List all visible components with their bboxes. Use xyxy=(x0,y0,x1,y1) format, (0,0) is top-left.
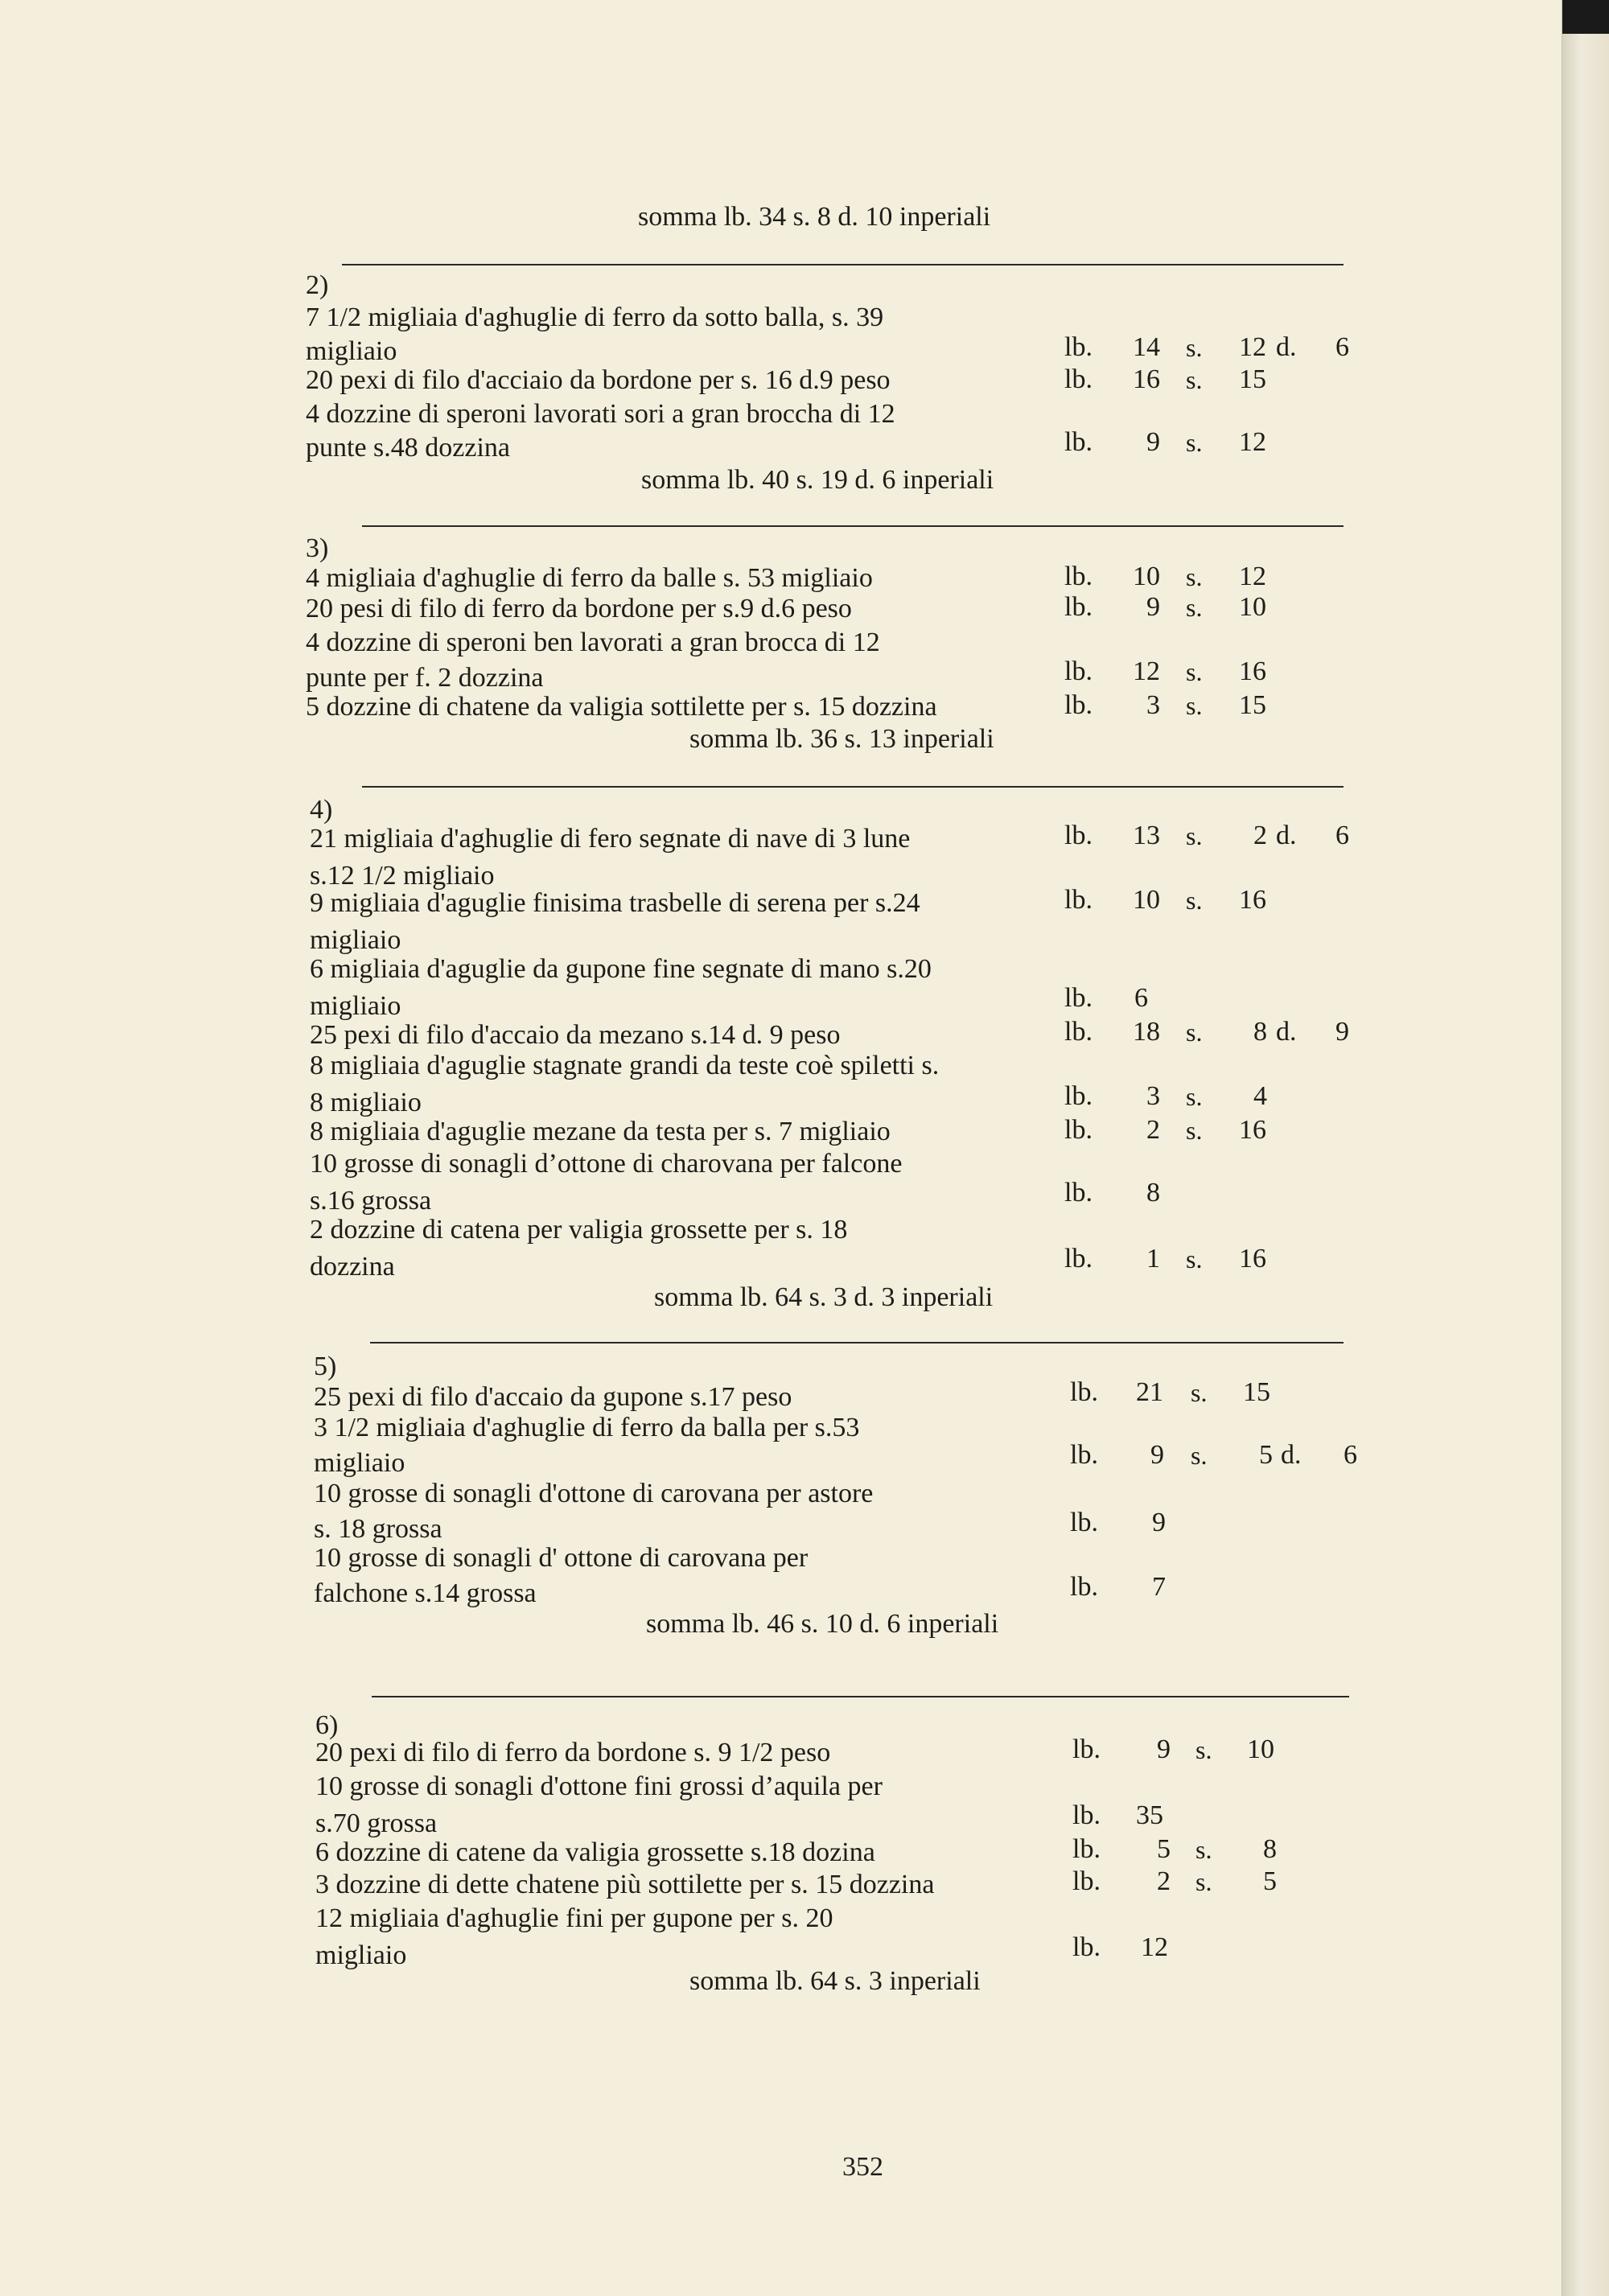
amount-s-value: 15 xyxy=(1239,364,1266,394)
amount-lb-value: 9 xyxy=(1146,592,1160,622)
amount-lb-value: 3 xyxy=(1146,690,1160,720)
section-5-line-1: 25 pexi di filo d'accaio da gupone s.17 peso xyxy=(314,1382,792,1412)
amount-s-value: 15 xyxy=(1243,1377,1270,1407)
amount-lb: lb. xyxy=(1064,1017,1093,1047)
section-4-line-11: 10 grosse di sonagli d’ottone di charovana per falcone xyxy=(310,1149,903,1179)
amount-lb-value: 3 xyxy=(1146,1081,1160,1111)
section-2-line-1: 7 1/2 migliaia d'aghuglie di ferro da sotto balla, s. 39 xyxy=(306,302,884,332)
amount-s: s. xyxy=(1186,1082,1203,1111)
section-2-line-5: punte s.48 dozzina xyxy=(306,433,510,463)
section-5-line-7: falchone s.14 grossa xyxy=(314,1578,537,1608)
amount-lb-value: 6 xyxy=(1134,983,1148,1013)
amount-lb: lb. xyxy=(1064,656,1093,686)
amount-s-value: 16 xyxy=(1239,1244,1266,1273)
section-6-line-7: migliaio xyxy=(315,1940,407,1970)
amount-s-value: 10 xyxy=(1247,1734,1274,1764)
section-4-line-3: 9 migliaia d'aguglie finisima trasbelle di serena per s.24 xyxy=(310,888,920,918)
section-divider xyxy=(370,1342,1344,1343)
amount-lb-value: 10 xyxy=(1133,562,1160,591)
section-6-line-2: 10 grosse di sonagli d'ottone fini grossi d’aquila per xyxy=(315,1771,883,1801)
section-2-sum: somma lb. 40 s. 19 d. 6 inperiali xyxy=(641,465,994,495)
amount-s-value: 12 xyxy=(1239,427,1266,457)
amount-lb: lb. xyxy=(1070,1508,1098,1537)
amount-s-value: 4 xyxy=(1253,1081,1267,1111)
section-4-line-1: 21 migliaia d'aghuglie di fero segnate di nave di 3 lune xyxy=(310,824,911,854)
section-6-line-5: 3 dozzine di dette chatene più sottilette per s. 15 dozzina xyxy=(315,1870,935,1899)
section-3-line-4: punte per f. 2 dozzina xyxy=(306,663,544,693)
section-4-line-7: 25 pexi di filo d'accaio da mezano s.14 d. 9 peso xyxy=(310,1020,841,1050)
section-3-sum: somma lb. 36 s. 13 inperiali xyxy=(689,724,994,754)
amount-lb: lb. xyxy=(1064,427,1093,457)
amount-lb-value: 2 xyxy=(1157,1866,1171,1896)
section-5-sum: somma lb. 46 s. 10 d. 6 inperiali xyxy=(646,1609,999,1639)
amount-lb: lb. xyxy=(1064,1178,1093,1208)
section-2-line-4: 4 dozzine di speroni lavorati sori a gran broccha di 12 xyxy=(306,399,895,429)
amount-lb: lb. xyxy=(1072,1866,1101,1896)
amount-d: d. xyxy=(1276,332,1297,362)
section-6-line-4: 6 dozzine di catene da valigia grossette s.18 dozina xyxy=(315,1837,875,1867)
amount-lb: lb. xyxy=(1064,1081,1093,1111)
amount-lb-value: 35 xyxy=(1136,1800,1163,1830)
amount-lb: lb. xyxy=(1072,1800,1101,1830)
amount-lb: lb. xyxy=(1064,592,1093,622)
section-2-number: 2) xyxy=(306,270,329,300)
amount-lb: lb. xyxy=(1064,332,1093,362)
amount-lb: lb. xyxy=(1064,562,1093,591)
amount-s: s. xyxy=(1191,1441,1208,1470)
section-4-number: 4) xyxy=(310,795,333,825)
section-3-line-2: 20 pesi di filo di ferro da bordone per s.9 d.6 peso xyxy=(306,594,852,623)
amount-lb-value: 14 xyxy=(1133,332,1160,362)
amount-lb-value: 2 xyxy=(1146,1115,1160,1145)
section-6-line-6: 12 migliaia d'aghuglie fini per gupone per s. 20 xyxy=(315,1903,833,1933)
amount-s: s. xyxy=(1186,886,1203,915)
amount-lb-value: 8 xyxy=(1146,1178,1160,1208)
section-4-line-5: 6 migliaia d'aguglie da gupone fine segnate di mano s.20 xyxy=(310,954,932,984)
amount-s: s. xyxy=(1186,593,1203,622)
amount-lb-value: 16 xyxy=(1133,364,1160,394)
section-6-line-3: s.70 grossa xyxy=(315,1808,438,1838)
amount-lb-value: 12 xyxy=(1141,1932,1168,1962)
amount-s-value: 15 xyxy=(1239,690,1266,720)
section-2-line-3: 20 pexi di filo d'acciaio da bordone per s. 16 d.9 peso xyxy=(306,365,891,395)
section-4-line-13: 2 dozzine di catena per valigia grossette per s. 18 xyxy=(310,1215,848,1245)
amount-s-value: 12 xyxy=(1239,562,1266,591)
amount-lb: lb. xyxy=(1064,690,1093,720)
amount-lb-value: 1 xyxy=(1146,1244,1160,1273)
section-4-sum: somma lb. 64 s. 3 d. 3 inperiali xyxy=(654,1282,994,1312)
amount-lb-value: 21 xyxy=(1136,1377,1163,1407)
section-4-line-10: 8 migliaia d'aguglie mezane da testa per s. 7 migliaio xyxy=(310,1117,891,1146)
amount-d: d. xyxy=(1281,1440,1302,1470)
amount-lb: lb. xyxy=(1070,1572,1098,1602)
amount-d: d. xyxy=(1276,821,1297,850)
amount-s-value: 8 xyxy=(1263,1834,1277,1864)
amount-lb: lb. xyxy=(1064,1115,1093,1145)
amount-lb-value: 18 xyxy=(1133,1017,1160,1047)
section-2-line-2: migliaio xyxy=(306,336,397,366)
amount-s-value: 10 xyxy=(1239,592,1266,622)
amount-lb-value: 13 xyxy=(1133,821,1160,850)
amount-d-value: 6 xyxy=(1335,821,1349,850)
section-5-line-4: 10 grosse di sonagli d'ottone di carovana per astore xyxy=(314,1479,874,1508)
section-divider xyxy=(342,264,1344,265)
amount-s: s. xyxy=(1186,1245,1203,1273)
section-5-line-6: 10 grosse di sonagli d' ottone di carovana per xyxy=(314,1543,809,1573)
section-3-line-3: 4 dozzine di speroni ben lavorati a gran brocca di 12 xyxy=(306,627,880,657)
amount-lb-value: 7 xyxy=(1152,1572,1166,1602)
amount-lb: lb. xyxy=(1070,1440,1098,1470)
amount-s-value: 2 xyxy=(1253,821,1267,850)
amount-s: s. xyxy=(1186,428,1203,457)
section-divider xyxy=(362,525,1344,527)
amount-lb: lb. xyxy=(1072,1734,1101,1764)
corner-shadow xyxy=(1562,0,1609,34)
section-4-line-9: 8 migliaio xyxy=(310,1088,422,1117)
amount-s-value: 12 xyxy=(1239,332,1266,362)
amount-d-value: 6 xyxy=(1335,332,1349,362)
amount-lb: lb. xyxy=(1064,983,1093,1013)
amount-s: s. xyxy=(1186,1018,1203,1047)
amount-d-value: 9 xyxy=(1335,1017,1349,1047)
amount-lb: lb. xyxy=(1064,1244,1093,1273)
amount-s: s. xyxy=(1195,1735,1212,1764)
amount-lb: lb. xyxy=(1072,1932,1101,1962)
amount-s-value: 5 xyxy=(1259,1440,1273,1470)
amount-lb-value: 9 xyxy=(1146,427,1160,457)
section-5-line-5: s. 18 grossa xyxy=(314,1514,442,1544)
page-edge xyxy=(1562,0,1609,2296)
section-5-line-2: 3 1/2 migliaia d'aghuglie di ferro da balla per s.53 xyxy=(314,1413,860,1442)
amount-s: s. xyxy=(1195,1835,1212,1864)
amount-lb: lb. xyxy=(1064,364,1093,394)
section-4-line-8: 8 migliaia d'aguglie stagnate grandi da teste coè spiletti s. xyxy=(310,1051,940,1080)
section-divider xyxy=(362,786,1344,788)
section-6-line-1: 20 pexi di filo di ferro da bordone s. 9 1/2 peso xyxy=(315,1738,831,1767)
amount-d-value: 6 xyxy=(1344,1440,1357,1470)
amount-s: s. xyxy=(1186,365,1203,394)
amount-s: s. xyxy=(1186,657,1203,686)
amount-lb: lb. xyxy=(1064,885,1093,915)
amount-s: s. xyxy=(1186,691,1203,720)
section-6-sum: somma lb. 64 s. 3 inperiali xyxy=(689,1966,981,1996)
section-4-line-6: migliaio xyxy=(310,991,401,1021)
section-3-number: 3) xyxy=(306,533,329,563)
amount-lb-value: 9 xyxy=(1152,1508,1166,1537)
amount-s-value: 16 xyxy=(1239,885,1266,915)
section-3-line-1: 4 migliaia d'aghuglie di ferro da balle s. 53 migliaio xyxy=(306,563,873,593)
amount-s: s. xyxy=(1186,1116,1203,1145)
amount-lb-value: 9 xyxy=(1157,1734,1171,1764)
section-divider xyxy=(372,1696,1349,1697)
amount-s-value: 5 xyxy=(1263,1866,1277,1896)
amount-s: s. xyxy=(1195,1867,1212,1896)
section-1-sum: somma lb. 34 s. 8 d. 10 inperiali xyxy=(638,202,991,232)
amount-s: s. xyxy=(1186,333,1203,362)
amount-s: s. xyxy=(1186,562,1203,591)
amount-s-value: 16 xyxy=(1239,656,1266,686)
amount-lb: lb. xyxy=(1064,821,1093,850)
amount-lb-value: 9 xyxy=(1150,1440,1164,1470)
section-4-line-14: dozzina xyxy=(310,1252,395,1282)
amount-s: s. xyxy=(1186,821,1203,850)
amount-lb: lb. xyxy=(1072,1834,1101,1864)
section-6-number: 6) xyxy=(315,1710,339,1740)
section-3-line-5: 5 dozzine di chatene da valigia sottilette per s. 15 dozzina xyxy=(306,692,937,722)
section-4-line-4: migliaio xyxy=(310,925,401,955)
page-number: 352 xyxy=(842,2152,883,2182)
amount-lb-value: 12 xyxy=(1133,656,1160,686)
amount-lb: lb. xyxy=(1070,1377,1098,1407)
amount-lb-value: 10 xyxy=(1133,885,1160,915)
amount-d: d. xyxy=(1276,1017,1297,1047)
section-4-line-12: s.16 grossa xyxy=(310,1186,432,1216)
section-5-line-3: migliaio xyxy=(314,1448,405,1478)
amount-s: s. xyxy=(1191,1378,1208,1407)
amount-s-value: 8 xyxy=(1253,1017,1267,1047)
amount-s-value: 16 xyxy=(1239,1115,1266,1145)
section-4-line-2: s.12 1/2 migliaio xyxy=(310,861,495,891)
section-5-number: 5) xyxy=(314,1352,337,1381)
amount-lb-value: 5 xyxy=(1157,1834,1171,1864)
